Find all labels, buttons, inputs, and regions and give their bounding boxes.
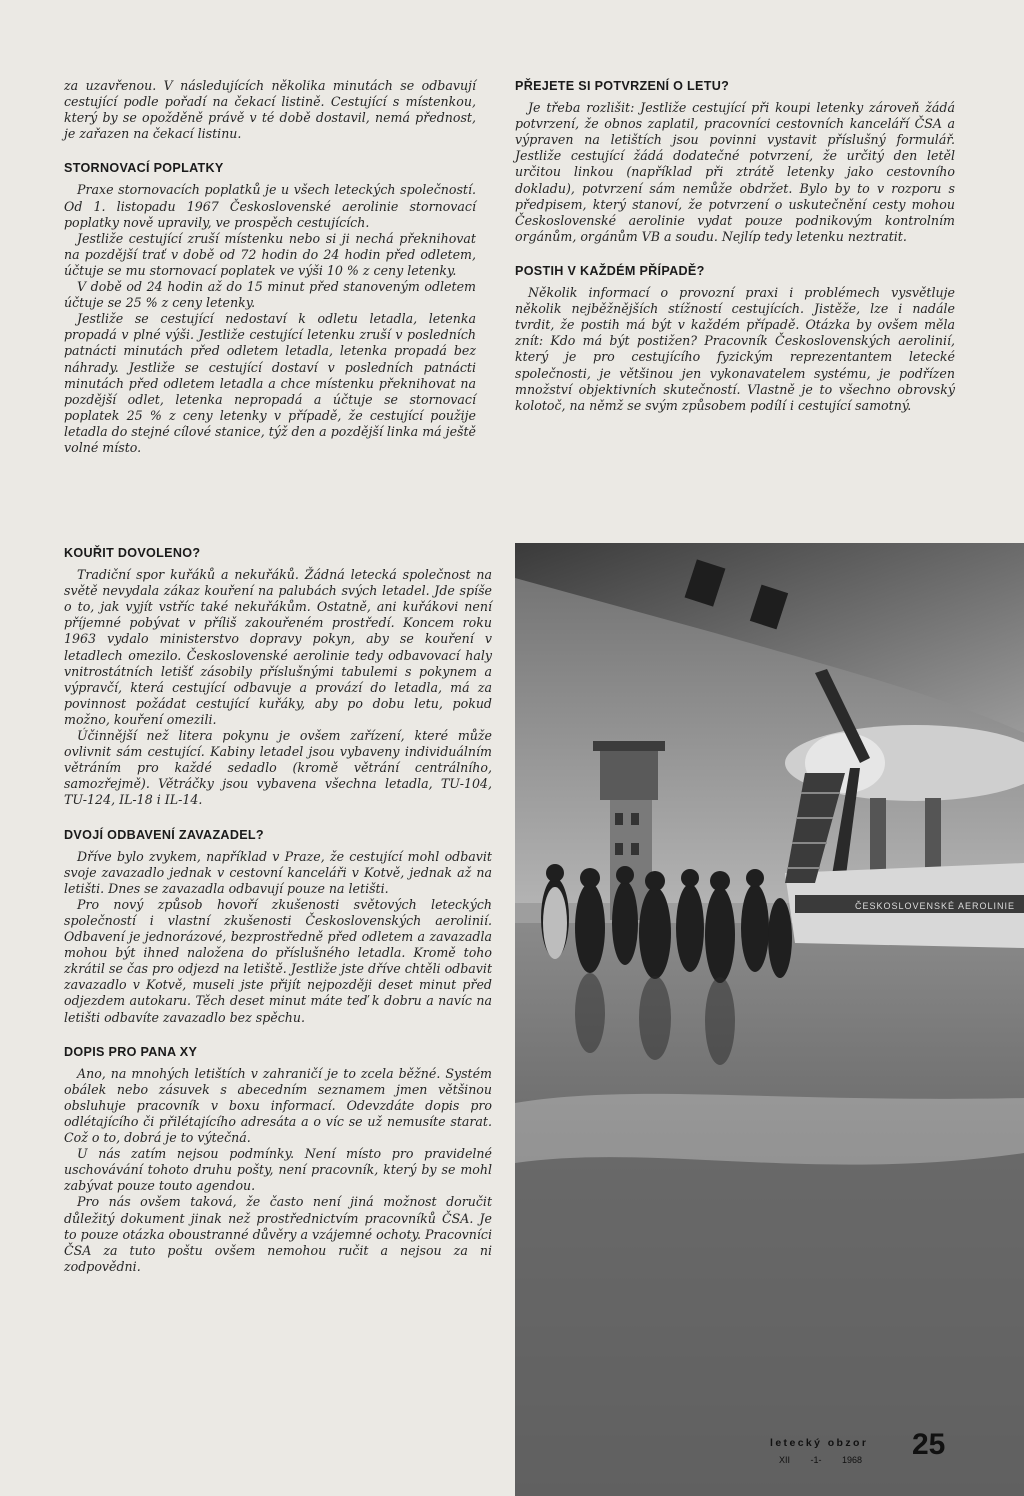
paragraph: U nás zatím nejsou podmínky. Není místo pro pravidelné uschovávání tohoto druhu pošty, není pracovník, který by se mohl zabývat pouze touto agendou. xyxy=(64,1146,492,1194)
fuselage-lettering: ČESKOSLOVENSKÉ AEROLINIE xyxy=(855,901,1016,911)
column-top-left xyxy=(64,78,476,456)
paragraph: Jestliže se cestující nedostaví k odletu letadla, letenka propadá v plné výši. Jestliže cestující letenku zruší v posledních patnácti minutách před odletem letadla, letenka propadá bez náhrady. Jestliže se cestující dostaví v posledních patnácti minutách před odletem letadla a chce místenku překnihovat na pozdější odlet, letenka nepropadá a účtuje se stornovací poplatek 25 % z ceny letenky v případě, že cestující použije letadla do stejné cílové stanice, týž den a pozdější linka má ještě volné místo. xyxy=(64,311,476,455)
paragraph: Ano, na mnohých letištích v zahraničí je to zcela běžné. Systém obálek nebo zásuvek s abecedním seznamem jmen většinou obsluhuje pracovník v boxu informací. Odevzdáte dopis pro odlétajícího či přilétajícího adresáta a o víc se už nemusíte starat. Což o to, dobrá je to výtečná. xyxy=(64,1065,492,1146)
paragraph: Několik informací o provozní praxi i problémech vysvětluje několik nejběžnějších stížností cestujících. Jistěže, lze i nadále tvrdit, že postih má být v každém případě. Otázka by ovšem měla znít: Kdo má být postižen? Pracovník Československých aerolinií, který je pro cestujícího fyzickým reprezentantem letecké společnosti, je většinou jen vykonavatelem systému, je podřízen množství objektivních skutečností. Vlastně je to všechno obrovský kolotoč, na němž se svým způsobem podílí i cestující samotný. xyxy=(515,285,955,413)
section-heading: PŘEJETE SI POTVRZENÍ O LETU? xyxy=(515,79,730,93)
paragraph: V době od 24 hodin až do 15 minut před stanoveným odletem účtuje se 25 % z ceny letenky. xyxy=(64,279,476,311)
section-heading: KOUŘIT DOVOLENO? xyxy=(64,546,201,560)
paragraph: Jestliže cestující zruší místenku nebo si ji nechá překnihovat na pozdější trať v době od 72 hodin do 24 hodin před odletem, účtuje se mu stornovací poplatek ve výši 10 % z ceny letenky. xyxy=(64,230,476,278)
section-heading: DVOJÍ ODBAVENÍ ZAVAZADEL? xyxy=(64,827,264,842)
intro-paragraph: za uzavřenou. V následujících několika minutách se odbavují cestující podle pořadí na čekací listině. Cestující s místenkou, který by se opožděně právě v té době dostavil, nemá přednost, je zařazen na čekací listinu. xyxy=(64,78,476,142)
airport-photo xyxy=(515,543,1024,1496)
column-bottom-left xyxy=(64,545,492,1275)
issue-info: XII -1- 1968 xyxy=(779,1455,863,1465)
paragraph: Dříve bylo zvykem, například v Praze, že cestující mohl odbavit svoje zavazadlo jednak v cestovní kanceláři v Kotvě, jednak až na letišti. Dnes se zavazadla odbavují pouze na letišti. xyxy=(64,848,492,896)
page-number: 25 xyxy=(912,1428,946,1461)
paragraph: Pro nový způsob hovoří zkušenosti světových leteckých společností i vlastní zkušenosti Československých aerolinií. Odbavení je jednorázové, bezprostředně před odletem a zavazadla mohou být ihned naložena do příslušného letadla. Kromě toho zkrátil se čas pro odjezd na letiště. Jestliže jste dříve chtěli odbavit zavazadlo v Kotvě, museli jste přijít nejpozději deset minut před odjezdem autokaru. Těch deset minut máte teď k dobru a navíc na letišti odbavíte zavazadlo bez spěchu. xyxy=(64,896,492,1025)
column-top-right xyxy=(515,78,955,414)
paragraph: Tradiční spor kuřáků a nekuřáků. Žádná letecká společnost na světě nevydala zákaz kouření na palubách svých letadel. Jde spíše o to, jak vyjít vstříc také nekuřákům. Ostatně, ani kuřákovi není příjemné pobývat v příliš zakouřeném prostředí. Koncem roku 1963 vydalo ministerstvo dopravy pokyn, aby se kouření v letadlech omezilo. Československé aerolinie tedy odbavovací haly vnitrostátních letišť zásobily příslušnými tabulemi s pokynem a výpravčí, která cestující odbavuje a provází do letadla, má za povinnost požádat cestující kuřáky, aby po dobu letu, pokud možno, kouření omezili. xyxy=(64,567,492,727)
section-heading: STORNOVACÍ POPLATKY xyxy=(64,161,224,176)
paragraph: Praxe stornovacích poplatků je u všech leteckých společností. Od 1. listopadu 1967 Československé aerolinie stornovací poplatky nově upravily, ve prospěch cestujících. xyxy=(64,182,476,230)
paragraph: Pro nás ovšem taková, že často není jiná možnost doručit důležitý dokument jinak než prostřednictvím pracovníků ČSA. Je to pouze otázka oboustranné důvěry a vzájemné ochoty. Pracovníci ČSA za tuto poštu ovšem nemohou ručit a nejsou za ni zodpovědni. xyxy=(64,1194,492,1274)
section-heading: DOPIS PRO PANA XY xyxy=(64,1044,198,1059)
paragraph: Je třeba rozlišit: Jestliže cestující při koupi letenky zároveň žádá potvrzení, že obnos zaplatil, pracovníci cestovních kanceláří ČSA a výpraven na letištích jsou povinni vystavit příslušný formulář. Jestliže cestující žádá dodatečné potvrzení, že určitý den letěl určitou linkou (například při ztrátě letenky jako cestovního dokladu), potvrzení sám nemůže obdržet. Bylo by to v rozporu s předpisem, který stanoví, že potvrzení o uskutečnění cesty mohou Československé aerolinie vydat pouze podnikovým kontrolním orgánům, orgánům VB a soudu. Nejlíp tedy letenku neztratit. xyxy=(515,100,955,244)
section-heading: POSTIH V KAŽDÉM PŘÍPADĚ? xyxy=(515,263,705,278)
paragraph: Účinnější než litera pokynu je ovšem zařízení, které může ovlivnit sám cestující. Kabiny letadel jsou vybaveny individuálním větráním pro každé sedadlo (kromě větrání centrálního, samozřejmě). Větráčky jsou vybavena všechna letadla, TU-104, TU-124, IL-18 i IL-14. xyxy=(64,728,492,808)
tower-cab xyxy=(600,748,658,800)
airplane-boarding-illustration xyxy=(515,543,1024,1496)
magazine-title: letecký obzor xyxy=(770,1437,869,1449)
